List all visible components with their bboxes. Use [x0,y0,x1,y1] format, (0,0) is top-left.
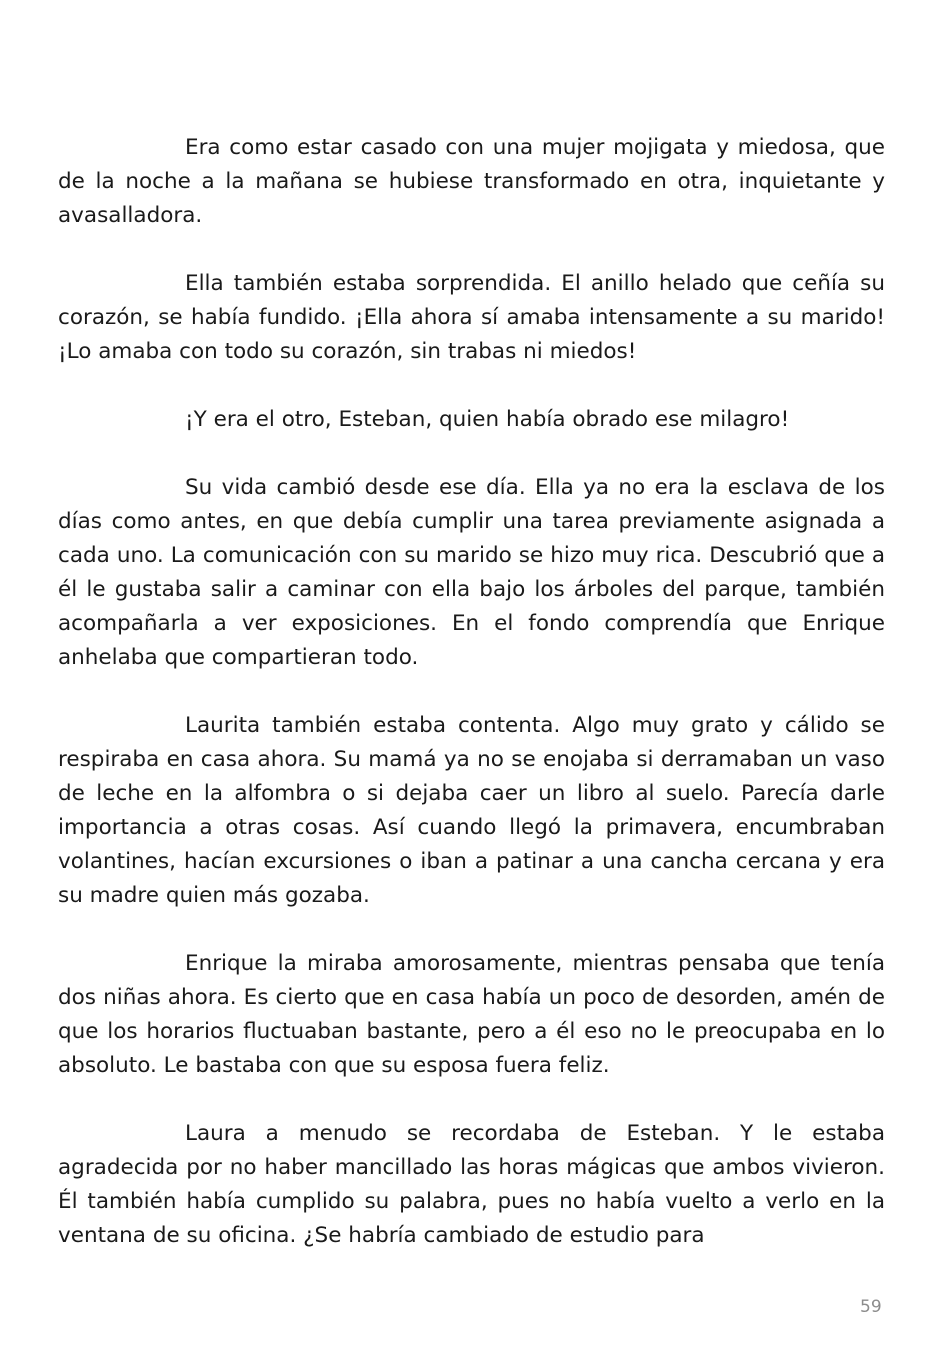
paragraph-2: Ella también estaba sorprendida. El anillo helado que ceñía su corazón, se había fundido. ¡Ella ahora sí amaba intensamente a su marido! ¡Lo amaba con todo su corazón, sin trabas ni miedos! [58,271,885,364]
paragraph-7: Laura a menudo se recordaba de Esteban. Y le estaba agradecida por no haber mancillado las horas mágicas que ambos vivieron. Él también había cumplido su palabra, pues no había vuelto a verlo en la ventana de su oficina. ¿Se habría cambiado de estudio para [58,1121,885,1248]
paragraph-4: Su vida cambió desde ese día. Ella ya no era la esclava de los días como antes, en que debía cumplir una tarea previamente asignada a cada uno. La comunicación con su marido se hizo muy rica. Descubrió que a él le gustaba salir a caminar con ella bajo los árboles del parque, también acompañarla a ver exposiciones. En el fondo comprendía que Enrique anhelaba que compartieran todo. [58,475,885,670]
paragraph-6: Enrique la miraba amorosamente, mientras pensaba que tenía dos niñas ahora. Es cierto que en casa había un poco de desorden, amén de que los horarios fluctuaban bastante, pero a él eso no le preocupaba en lo absoluto. Le bastaba con que su esposa fuera feliz. [58,951,885,1078]
paragraph-1: Era como estar casado con una mujer mojigata y miedosa, que de la noche a la mañana se hubiese transformado en otra, inquietante y avasalladora. [58,135,885,228]
paragraph-5: Laurita también estaba contenta. Algo muy grato y cálido se respiraba en casa ahora. Su mamá ya no se enojaba si derramaban un vaso de leche en la alfombra o si dejaba caer un libro al suelo. Parecía darle importancia a otras cosas. Así cuando llegó la primavera, encumbraban volantines, hacían excursiones o iban a patinar a una cancha cercana y era su madre quien más gozaba. [58,713,885,908]
page-number: 59 [860,1297,882,1317]
body-text [58,131,885,1253]
paragraph-3: ¡Y era el otro, Esteban, quien había obrado ese milagro! [185,407,790,432]
